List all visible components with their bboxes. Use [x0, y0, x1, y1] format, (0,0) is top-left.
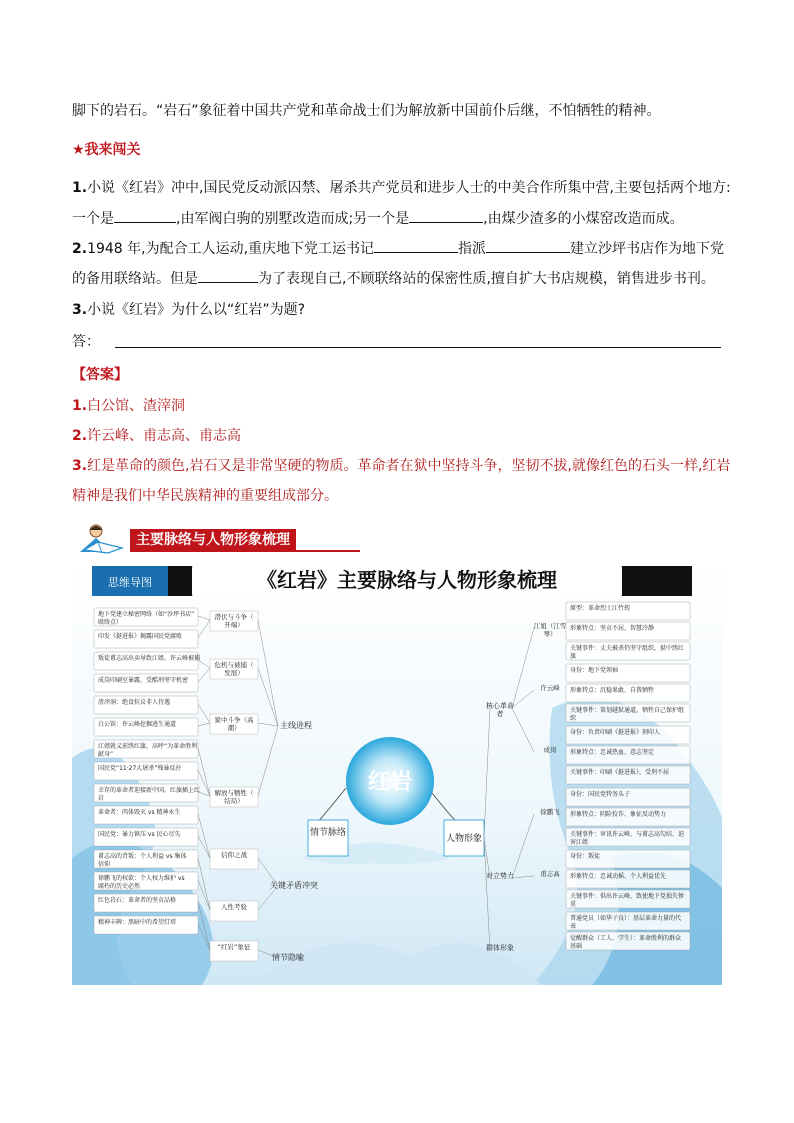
person-name	[540, 807, 560, 816]
person-name-line: 甫志高	[540, 870, 560, 878]
intro-text: 脚下的岩石。“岩石”象征着中国共产党和革命战士们为解放新中国前仆后继，不怕牺牲的精神。	[72, 103, 661, 119]
branch-item	[98, 632, 182, 640]
branch-label	[221, 902, 248, 911]
branch-label	[221, 850, 248, 859]
branch-label-line: 发展）	[224, 669, 244, 677]
branch-label-line: 人性考验	[221, 903, 247, 911]
branch-item-line: 精神丰碑：黑暗中的希望灯塔	[98, 919, 177, 926]
branch-item-line: 信仰	[98, 861, 111, 868]
person-item-line: 关键事件：审讯许云峰、与甫志高勾结、迫	[570, 831, 685, 838]
person-item-line: 原型：革命烈士江竹筠	[570, 605, 631, 612]
question-text: 小说《红岩》为什么以“红岩”为题?	[87, 302, 305, 318]
person-item	[570, 790, 630, 798]
question-3	[72, 300, 305, 320]
question-number: 2.	[72, 241, 88, 257]
question-number: 1.	[72, 180, 88, 196]
branch-item	[98, 808, 181, 816]
branch-item	[98, 654, 200, 662]
right-main-text: 人物形象	[445, 834, 483, 844]
person-item	[570, 666, 618, 674]
branch-label-line: 信仰之战	[221, 851, 247, 859]
branch-item-line: 国民党：暴力镇压 vs 民心尽失	[98, 831, 181, 838]
person-item-line: 重	[570, 901, 577, 908]
branch-label-line: 潮）	[227, 724, 241, 732]
person-item-line: 旗	[570, 653, 577, 660]
branch-item	[98, 720, 176, 728]
question-1-line-2	[72, 208, 684, 229]
branch-item	[98, 830, 181, 838]
branch-item-line: 渣滓洞：绝食抗议非人待遇	[98, 699, 171, 706]
branch-item-line: 叛徒甫志高出卖导致江姐、许云峰被捕	[98, 655, 201, 662]
answer-blank[interactable]	[114, 208, 176, 223]
question-text: ,由煤少渣多的小煤窑改造而成。	[483, 211, 684, 227]
answer-3-line-2: 精神是我们中华民族精神的重要组成部分。	[72, 488, 338, 504]
branch-item-line: 地下党建立秘密网络（如“沙坪书店”	[98, 611, 195, 618]
branch-item-line: 红色岩石：革命者的坚贞品格	[98, 897, 177, 904]
person-item	[570, 810, 666, 818]
branch-label-line: 开端）	[224, 621, 244, 629]
question-text: 为了表现自己,不顾联络站的保密性质,擅自扩大书店规模，销售进步书刊。	[258, 271, 715, 287]
question-1-line-1	[72, 178, 731, 198]
group-label	[486, 871, 514, 880]
person-item	[570, 768, 669, 776]
person-item-line: 形象特点：忠诚动摇、个人利益优先	[570, 873, 667, 880]
branch-item-line: 成岗印刷室暴露，受酷刑坚守机密	[98, 677, 189, 684]
branch-label-line: 结局）	[224, 797, 244, 805]
branch-item-line: 腐朽的历史必然	[98, 883, 141, 890]
person-item	[570, 624, 654, 632]
person-item-line: 织	[570, 715, 577, 722]
practice-title: ★我来闯关	[72, 142, 141, 158]
question-text: ,由军阀白驹的别墅改造而成;另一个是	[176, 211, 410, 227]
group-label-line: 群体形象	[486, 944, 514, 952]
mid-node-main-process: 主线进程	[280, 721, 312, 730]
branch-label	[218, 942, 251, 951]
branch-item-line: 甫志高的背叛：个人利益 vs 集体	[98, 853, 187, 860]
group-label	[486, 943, 514, 952]
branch-item	[98, 896, 176, 904]
answer-2	[72, 426, 241, 446]
answer-number: 2.	[72, 428, 88, 444]
person-item	[570, 728, 660, 736]
answer-blank[interactable]	[198, 268, 258, 283]
answer-blank[interactable]	[409, 208, 483, 223]
person-name	[540, 869, 560, 878]
person-item-line: 普通党员（如华子良）：基层革命力量的代	[570, 915, 682, 922]
person-item	[570, 852, 600, 860]
question-2-line-1	[72, 238, 724, 259]
person-item-line: 形象特点：坚贞不屈、智慧冷静	[570, 625, 655, 632]
question-2-line-2	[72, 268, 715, 289]
branch-item	[98, 918, 176, 926]
answer-blank[interactable]	[486, 238, 570, 253]
person-name	[544, 745, 557, 754]
answer-text: 白公馆、渣滓洞	[87, 398, 186, 414]
person-name	[540, 683, 560, 692]
branch-label-line: 狱中斗争（高	[214, 716, 254, 724]
question-number: 3.	[72, 302, 88, 318]
branch-item-line: 江姐就义前绣红旗，高呼“为革命胜利	[98, 743, 198, 750]
question-text: 小说《红岩》冲中,国民党反动派囚禁、屠杀共产党员和进步人士的中美合作所集中营,主要包括两个地方:	[87, 180, 731, 196]
person-item-line: 害江姐	[570, 839, 589, 846]
group-label-line: 对立势力	[486, 872, 514, 880]
branch-item-line: 白公馆：许云峰挖掘逃生通道	[98, 721, 177, 728]
mindmap-center-label: 红岩	[367, 770, 413, 795]
right-main-label	[446, 832, 482, 844]
person-item	[570, 748, 654, 756]
branch-item-line: 国民党“11·27大屠杀”残暴反扑	[98, 765, 182, 772]
answer-number: 3.	[72, 458, 88, 474]
answer-line[interactable]	[115, 347, 721, 348]
person-item-line: 形象特点：忠诚热血、意志坚定	[570, 749, 655, 756]
person-item-line: 形象特点：沉稳果敢、自我牺牲	[570, 687, 655, 694]
person-item-line: 基础	[570, 943, 583, 950]
person-item-line: 觉醒群众（工人、学生）：革命胜利的群众	[570, 935, 682, 942]
mindmap-image	[72, 558, 722, 985]
reading-child-icon	[74, 522, 130, 554]
answer-number: 1.	[72, 398, 88, 414]
question-text: 1948 年,为配合工人运动,重庆地下党工运书记	[87, 241, 375, 257]
branch-item-line: 印发《挺进报》揭露国民党腐败	[98, 633, 183, 640]
answers-title: 【答案】	[72, 367, 128, 383]
person-item-line: 表	[570, 923, 577, 930]
person-item-line: 身份：国民党特务头子	[570, 791, 631, 798]
section-banner	[74, 522, 304, 552]
branch-label-line: “红岩”象征	[217, 943, 251, 951]
person-item-line: 关键事件：供出许云峰，致使地下党损失惨	[570, 893, 685, 900]
answer-3-line-1	[72, 456, 730, 476]
answer-1	[72, 396, 185, 416]
branch-label-line: 解放与牺牲（	[214, 789, 254, 797]
section-title: 主要脉络与人物形象梳理	[130, 529, 296, 551]
person-name-line: 许云峰	[540, 684, 560, 692]
mid-node-conflict: 关键矛盾冲突	[270, 881, 318, 890]
branch-item	[98, 764, 181, 772]
answer-prompt: 答：	[72, 334, 100, 350]
left-main-node	[308, 820, 348, 856]
branch-item-line: 献身”	[98, 751, 114, 758]
branch-item-line: 徐鹏飞的权欲：个人权力维护 vs	[98, 875, 187, 882]
left-main-text: 情节脉络	[309, 828, 347, 838]
left-main-label	[310, 826, 346, 838]
person-item	[570, 604, 630, 612]
person-item-line: 身份：叛徒	[570, 853, 601, 860]
person-name-line: 江姐（江雪	[533, 622, 567, 630]
group-label-line: 者	[496, 710, 504, 718]
question-text: 的备用联络站。但是	[72, 271, 198, 287]
question-text: 指派	[458, 241, 487, 257]
mindmap-title: 《红岩》主要脉络与人物形象梳理	[257, 568, 557, 592]
question-text: 建立沙坪书店作为地下党	[570, 241, 725, 257]
person-item-line: 关键事件：丈夫被杀仍坚守组织，狱中绣红	[570, 645, 685, 652]
person-name-line: 琴）	[543, 630, 557, 638]
branch-item-line: 革命者：肉体毁灭 vs 精神永生	[98, 809, 181, 816]
branch-item	[98, 676, 188, 684]
group-label-line: 核心革命	[486, 702, 514, 710]
answer-text: 许云峰、甫志高、甫志高	[87, 428, 242, 444]
branch-item-line: 岩	[98, 795, 105, 802]
mindmap-badge: 思维导图	[108, 576, 152, 589]
branch-item	[98, 698, 170, 706]
mid-node-metaphor: 情节隐喻	[272, 953, 304, 962]
person-item-line: 身份：地下党领袖	[570, 667, 619, 674]
branch-label-line: 潜伏与斗争（	[214, 613, 254, 621]
branch-item-line: 联络点）	[98, 619, 123, 626]
person-name-line: 徐鹏飞	[540, 808, 560, 816]
person-item-line: 关键事件：策划越狱通道，牺牲自己保护组	[570, 707, 685, 714]
person-item	[570, 686, 654, 694]
answer-text: 红是革命的颜色,岩石又是非常坚硬的物质。革命者在狱中坚持斗争，坚韧不拔,就像红色的石头一样,红岩	[87, 458, 731, 474]
person-item-line: 身份：负责印刷《挺进报》刻印人	[570, 729, 661, 736]
question-text: 一个是	[72, 211, 114, 227]
person-item-line: 形象特点：阴险狡诈、象征反动势力	[570, 811, 667, 818]
branch-label-line: 危机与被捕（	[214, 661, 254, 669]
branch-item-line: 幸存的革命者迎接新中国，红旗插上红	[98, 787, 201, 794]
person-name-line: 成岗	[543, 746, 557, 754]
answer-blank[interactable]	[374, 238, 458, 253]
person-item	[570, 872, 666, 880]
section-underline	[130, 550, 360, 552]
person-item-line: 关键事件：印刷《挺进报》，受刑不屈	[570, 769, 670, 776]
